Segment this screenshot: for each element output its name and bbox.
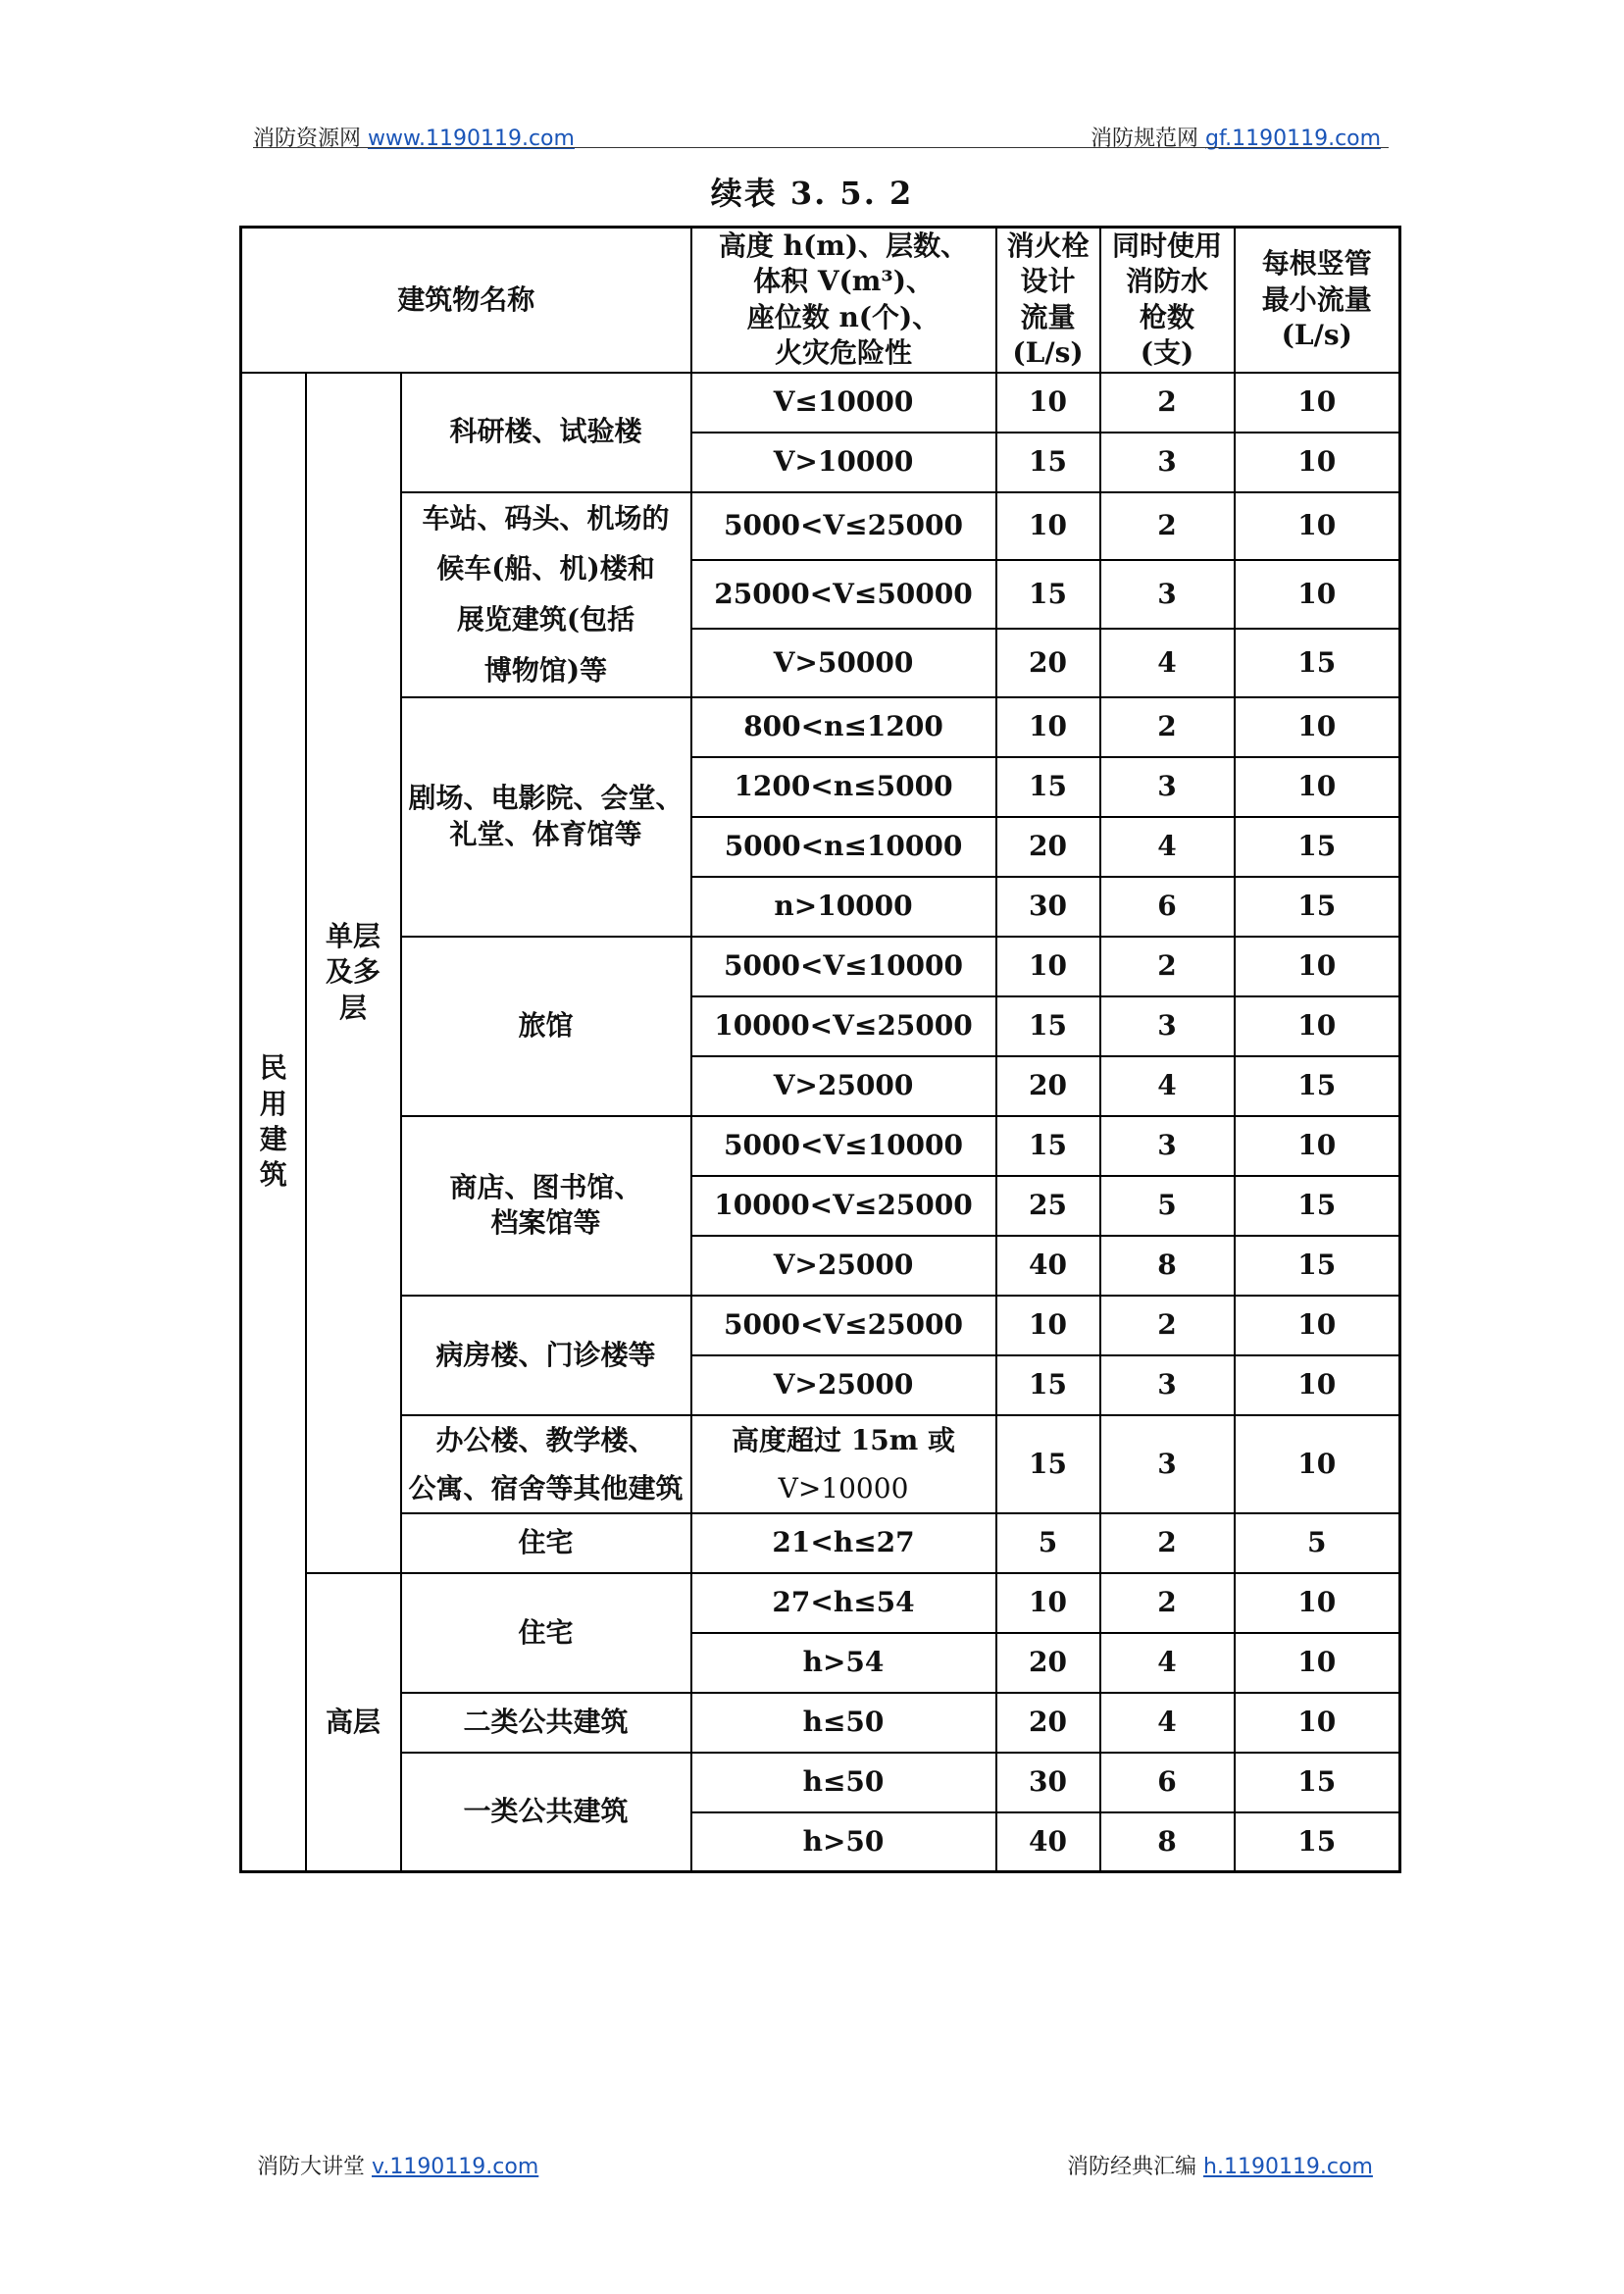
building-station-line: 车站、码头、机场的 [422,501,670,535]
table-row [241,697,1400,757]
min-flow-cell: 15 [1235,629,1400,697]
flow-cell: 5 [996,1513,1100,1573]
cond-cell: V>50000 [691,629,996,697]
table-row [241,1573,1400,1633]
col-header-guns-line: 同时使用 [1112,229,1223,262]
min-flow-cell: 15 [1235,1056,1400,1116]
building-theater-line: 礼堂、体育馆等 [449,817,642,850]
min-flow-cell: 10 [1235,1116,1400,1176]
col-header-design-flow-line: 流量 [1020,300,1076,333]
col-header-guns-line: (支) [1140,336,1194,370]
col-header-param [691,228,996,373]
table-row [241,1693,1400,1753]
min-flow-cell: 10 [1235,433,1400,492]
flow-cell: 40 [996,1812,1100,1872]
header-left-link[interactable]: www.1190119.com [368,127,575,151]
footer-left [257,2150,538,2180]
building-public2: 二类公共建筑 [401,1693,691,1753]
table-header-row [241,228,1400,373]
flow-cell: 15 [996,1355,1100,1415]
guns-cell: 6 [1100,877,1235,937]
flow-cell: 15 [996,1415,1100,1513]
flow-cell: 20 [996,817,1100,877]
min-flow-cell: 15 [1235,1753,1400,1812]
table-row [241,1753,1400,1812]
category-civil [241,373,306,1872]
min-flow-cell: 15 [1235,1236,1400,1296]
col-header-guns [1100,228,1235,373]
building-lab: 科研楼、试验楼 [401,373,691,492]
cond-cell: 25000<V≤50000 [691,560,996,629]
guns-cell: 3 [1100,1355,1235,1415]
col-header-design-flow [996,228,1100,373]
flow-cell: 10 [996,937,1100,996]
category-label: 民用建筑 [259,1051,287,1192]
table-row [241,1513,1400,1573]
cond-cell: h≤50 [691,1753,996,1812]
flow-cell: 10 [996,697,1100,757]
min-flow-cell: 10 [1235,996,1400,1056]
footer-left-link[interactable]: v.1190119.com [372,2155,539,2179]
flow-cell: 20 [996,1633,1100,1693]
min-flow-cell: 15 [1235,1812,1400,1872]
min-flow-cell: 10 [1235,373,1400,433]
guns-cell: 2 [1100,937,1235,996]
guns-cell: 8 [1100,1812,1235,1872]
building-shop [401,1116,691,1296]
min-flow-cell: 10 [1235,1415,1400,1513]
flow-cell: 15 [996,996,1100,1056]
guns-cell: 4 [1100,1056,1235,1116]
building-shop-line: 商店、图书馆、 [449,1170,642,1203]
cond-line: V>10000 [778,1471,909,1504]
guns-cell: 3 [1100,1415,1235,1513]
header-right-link[interactable]: gf.1190119.com [1205,127,1382,151]
table-title: 续表 3. 5. 2 [710,175,914,212]
flow-cell: 15 [996,757,1100,817]
col-header-design-flow-line: 消火栓 [1006,229,1090,262]
table-row [241,373,1400,433]
building-theater-line: 剧场、电影院、会堂、 [408,782,684,815]
min-flow-cell: 15 [1235,877,1400,937]
building-theater [401,697,691,937]
guns-cell: 5 [1100,1176,1235,1236]
flow-cell: 15 [996,433,1100,492]
col-header-design-flow-line: 设计 [1020,265,1076,298]
flow-cell: 10 [996,1296,1100,1355]
building-shop-line: 档案馆等 [490,1206,601,1240]
guns-cell: 2 [1100,697,1235,757]
col-header-param-line: 座位数 n(个)、 [746,300,940,333]
col-header-param-line: 体积 V(m³)、 [753,265,934,298]
flow-cell: 10 [996,373,1100,433]
min-flow-cell: 10 [1235,937,1400,996]
guns-cell: 4 [1100,629,1235,697]
cond-cell: 5000<V≤10000 [691,937,996,996]
flow-cell: 40 [996,1236,1100,1296]
cond-cell: 5000<n≤10000 [691,817,996,877]
min-flow-cell: 5 [1235,1513,1400,1573]
col-header-param-line: 火灾危险性 [775,336,913,370]
min-flow-cell: 10 [1235,1693,1400,1753]
col-header-design-flow-line: (L/s) [1012,336,1084,370]
flow-cell: 10 [996,492,1100,561]
header-right-site: 消防规范网 [1091,127,1199,151]
cond-cell: h>50 [691,1812,996,1872]
min-flow-cell: 10 [1235,1633,1400,1693]
footer-right-site: 消防经典汇编 [1067,2155,1197,2179]
col-header-param-line: 高度 h(m)、层数、 [718,229,969,262]
flow-cell: 20 [996,629,1100,697]
group-multi [306,373,401,1573]
footer-right-link[interactable]: h.1190119.com [1203,2155,1373,2179]
flow-cell: 30 [996,877,1100,937]
guns-cell: 4 [1100,817,1235,877]
footer-left-site: 消防大讲堂 [257,2155,366,2179]
group-high: 高层 [306,1573,401,1872]
building-hotel: 旅馆 [401,937,691,1116]
guns-cell: 2 [1100,492,1235,561]
col-header-min-flow-line: (L/s) [1281,318,1352,351]
header-left-site: 消防资源网 [253,127,362,151]
building-office [401,1415,691,1513]
building-station-line: 展览建筑(包括 [456,603,635,637]
guns-cell: 2 [1100,1296,1235,1355]
hydrant-flow-table [239,226,1401,1873]
guns-cell: 8 [1100,1236,1235,1296]
guns-cell: 2 [1100,1513,1235,1573]
cond-cell: 10000<V≤25000 [691,996,996,1056]
cond-cell: 1200<n≤5000 [691,757,996,817]
cond-cell: 10000<V≤25000 [691,1176,996,1236]
building-public1: 一类公共建筑 [401,1753,691,1872]
guns-cell: 3 [1100,560,1235,629]
group-multi-label: 单层及多层 [325,920,381,1024]
min-flow-cell: 10 [1235,1296,1400,1355]
cond-cell: V>10000 [691,433,996,492]
cond-cell: 5000<V≤25000 [691,492,996,561]
header-rule [253,147,1389,148]
cond-cell: 21<h≤27 [691,1513,996,1573]
building-station-line: 候车(船、机)楼和 [436,552,655,586]
building-station-line: 博物馆)等 [483,653,608,687]
guns-cell: 4 [1100,1693,1235,1753]
flow-cell: 15 [996,560,1100,629]
flow-cell: 25 [996,1176,1100,1236]
min-flow-cell: 10 [1235,697,1400,757]
min-flow-cell: 15 [1235,1176,1400,1236]
flow-cell: 20 [996,1693,1100,1753]
col-header-min-flow [1235,228,1400,373]
cond-cell: h>54 [691,1633,996,1693]
col-header-name: 建筑物名称 [241,228,691,373]
building-residence-multi: 住宅 [401,1513,691,1573]
guns-cell: 2 [1100,1573,1235,1633]
min-flow-cell: 10 [1235,560,1400,629]
cond-cell: 5000<V≤10000 [691,1116,996,1176]
min-flow-cell: 10 [1235,1355,1400,1415]
guns-cell: 6 [1100,1753,1235,1812]
col-header-min-flow-line: 每根竖管 [1261,247,1372,280]
cond-cell: V>25000 [691,1236,996,1296]
flow-cell: 10 [996,1573,1100,1633]
guns-cell: 3 [1100,1116,1235,1176]
guns-cell: 3 [1100,996,1235,1056]
guns-cell: 4 [1100,1633,1235,1693]
cond-cell: 5000<V≤25000 [691,1296,996,1355]
building-office-line: 公寓、宿舍等其他建筑 [408,1471,684,1504]
table-row [241,1415,1400,1513]
guns-cell: 3 [1100,433,1235,492]
min-flow-cell: 15 [1235,817,1400,877]
flow-cell: 15 [996,1116,1100,1176]
table-row [241,1116,1400,1176]
cond-cell: V>25000 [691,1355,996,1415]
cond-cell: h≤50 [691,1693,996,1753]
footer-right [1067,2150,1373,2180]
cond-cell: V>25000 [691,1056,996,1116]
building-office-line: 办公楼、教学楼、 [435,1423,656,1456]
col-header-guns-line: 枪数 [1140,300,1195,333]
cond-cell [691,1415,996,1513]
cond-cell: V≤10000 [691,373,996,433]
building-ward: 病房楼、门诊楼等 [401,1296,691,1415]
cond-cell: n>10000 [691,877,996,937]
building-residence-high: 住宅 [401,1573,691,1693]
col-header-guns-line: 消防水 [1126,265,1209,298]
table-row [241,492,1400,561]
table-row [241,1296,1400,1355]
min-flow-cell: 10 [1235,1573,1400,1633]
col-header-min-flow-line: 最小流量 [1261,282,1372,316]
cond-cell: 27<h≤54 [691,1573,996,1633]
flow-cell: 30 [996,1753,1100,1812]
guns-cell: 2 [1100,373,1235,433]
min-flow-cell: 10 [1235,757,1400,817]
cond-line: 高度超过 15m 或 [731,1423,956,1456]
building-station [401,492,691,697]
flow-cell: 20 [996,1056,1100,1116]
min-flow-cell: 10 [1235,492,1400,561]
table-row [241,937,1400,996]
cond-cell: 800<n≤1200 [691,697,996,757]
guns-cell: 3 [1100,757,1235,817]
